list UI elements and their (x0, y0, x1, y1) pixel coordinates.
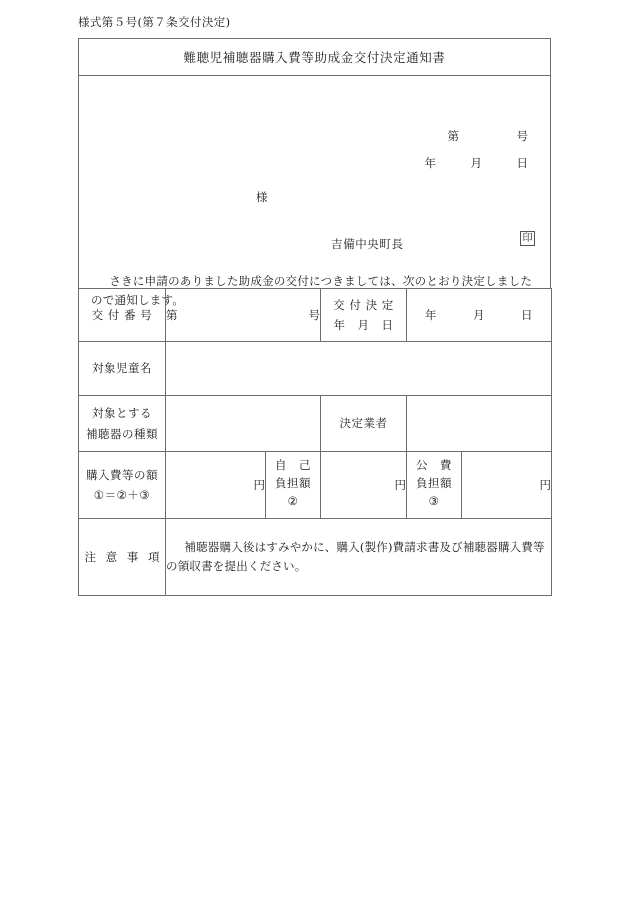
device-type-label-line2: 補聴器の種類 (86, 426, 158, 441)
notice-header-box (78, 38, 551, 307)
page-title: 難聴児補聴器購入費等助成金交付決定通知書 (183, 50, 446, 65)
child-name-value (166, 342, 552, 396)
public-payment-label-line3: ③ (428, 493, 440, 508)
body-paragraph: さきに申請のありました助成金の交付につきましては、次のとおり決定しましたので通知します。 (91, 274, 533, 307)
total-cost-label (79, 452, 166, 519)
grant-number-prefix: 第 (166, 308, 178, 322)
table-row-device-type (79, 396, 552, 452)
grant-number-suffix: 号 (308, 308, 320, 322)
decision-details-table (78, 288, 552, 596)
decision-date-label-line2: 年 月 日 (333, 318, 394, 332)
form-number: 様式第５号(第７条交付決定) (78, 15, 231, 29)
notes-text: 補聴器購入後はすみやかに、購入(製作)費請求書及び補聴器購入費等の領収書を提出ください。 (166, 519, 552, 596)
addressee-honorific: 様 (256, 190, 268, 204)
self-payment-label-line2: 負担額 (275, 475, 311, 490)
self-payment-label (266, 452, 321, 519)
public-payment-unit: 円 (539, 478, 551, 492)
document-date-field: 年 月 日 (424, 156, 528, 170)
seal-stamp-icon: 印 (520, 231, 535, 246)
grant-number-value-cell (166, 289, 321, 342)
table-row-cost (79, 452, 552, 519)
vendor-value (407, 396, 552, 452)
device-type-label (79, 396, 166, 452)
notes-label: 注 意 事 項 (79, 519, 166, 596)
total-cost-value-cell (166, 452, 266, 519)
total-cost-label-line2: ①＝②＋③ (93, 488, 151, 502)
public-payment-label-line1: 公 費 (416, 458, 452, 472)
device-type-value (166, 396, 321, 452)
self-payment-label-line1: 自 己 (275, 458, 311, 472)
grant-number-label: 交 付 番 号 (79, 289, 166, 342)
total-cost-unit: 円 (253, 478, 265, 492)
self-payment-label-line3: ② (287, 493, 299, 508)
public-payment-label (407, 452, 462, 519)
public-payment-label-line2: 負担額 (416, 475, 452, 490)
self-payment-unit: 円 (394, 478, 406, 492)
vendor-label: 決定業者 (321, 396, 407, 452)
decision-date-label-line1: 交 付 決 定 (333, 297, 394, 312)
child-name-label: 対象児童名 (79, 342, 166, 396)
document-number-field: 第 号 (447, 129, 528, 143)
table-row-child-name (79, 342, 552, 396)
device-type-label-line1: 対象とする (92, 406, 152, 421)
public-payment-value-cell (462, 452, 552, 519)
decision-date-label (321, 289, 407, 342)
title-row (79, 39, 550, 76)
table-row-notes (79, 519, 552, 596)
table-row-grant-number (79, 289, 552, 342)
self-payment-value-cell (321, 452, 407, 519)
total-cost-label-line1: 購入費等の額 (86, 467, 158, 482)
issuer-name: 吉備中央町長 (331, 237, 404, 251)
decision-date-value: 年 月 日 (407, 289, 552, 342)
